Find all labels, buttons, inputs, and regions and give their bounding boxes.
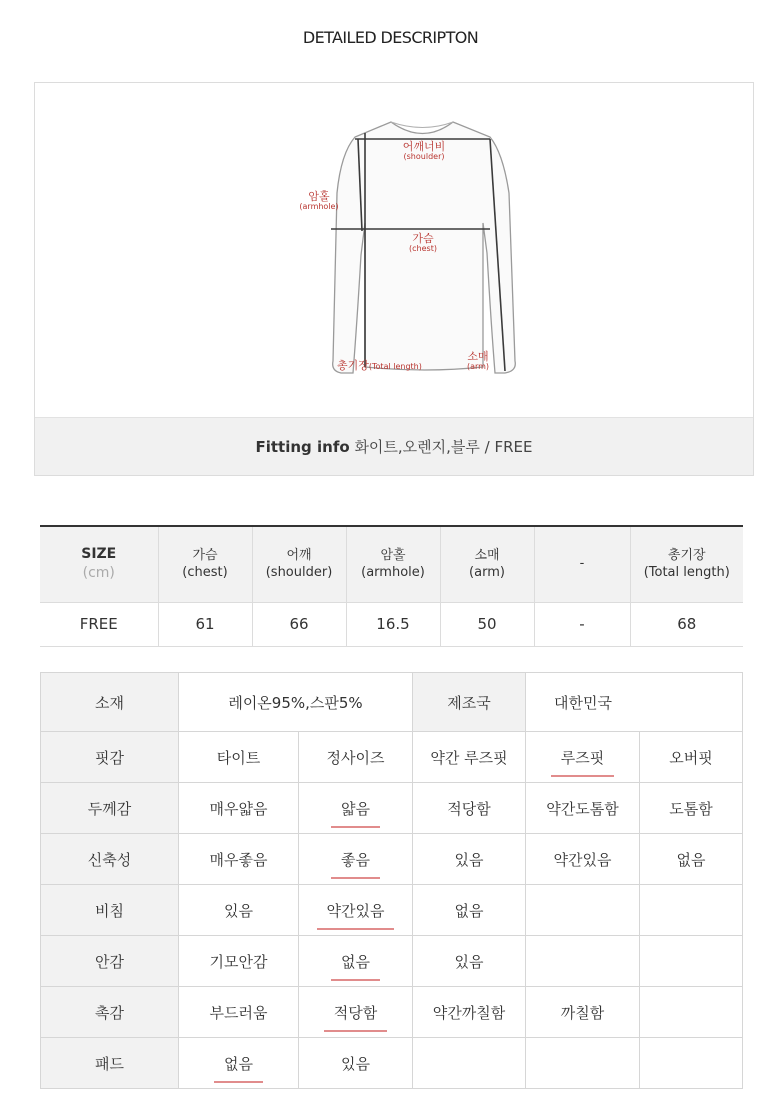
attribute-option-cell — [526, 936, 640, 987]
size-table — [40, 525, 743, 647]
attribute-option-cell — [179, 1038, 299, 1089]
attribute-option-cell — [299, 834, 413, 885]
attribute-option-cell — [640, 987, 743, 1038]
table-row — [41, 885, 743, 936]
attribute-label: 패드 — [41, 1038, 179, 1089]
origin-value: 대한민국 — [526, 673, 743, 732]
table-row — [41, 936, 743, 987]
attribute-option-selected: 얇음 — [333, 798, 378, 819]
arm-label-en: (arm) — [466, 361, 490, 371]
column-header-ko: 어깨 — [286, 547, 312, 563]
chest-value: 61 — [158, 602, 252, 646]
attribute-option-cell — [299, 936, 413, 987]
attribute-option-cell — [413, 834, 526, 885]
total-length-value: 68 — [630, 602, 743, 646]
garment-figure-panel — [34, 82, 754, 476]
material-value: 레이온95%,스판5% — [179, 673, 413, 732]
attribute-option-cell — [179, 885, 299, 936]
column-header-shoulder — [252, 526, 346, 602]
column-header-en: (armhole) — [361, 565, 425, 581]
size-value: FREE — [40, 602, 158, 646]
attribute-option: 있음 — [454, 850, 484, 869]
attribute-option-cell — [640, 885, 743, 936]
attribute-table — [40, 672, 743, 1089]
attribute-option: 매우좋음 — [209, 850, 268, 869]
attribute-option-cell — [640, 732, 743, 783]
column-header-en: (shoulder) — [265, 565, 333, 581]
armhole-label — [295, 191, 343, 211]
attribute-option-cell — [179, 936, 299, 987]
shoulder-label — [399, 141, 449, 161]
attribute-option: 약간 루즈핏 — [430, 748, 508, 767]
attribute-option: 없음 — [676, 850, 706, 869]
column-header-ko: 암홀 — [380, 547, 406, 563]
length-label-en: (Total length) — [368, 362, 422, 371]
arm-value: 50 — [440, 602, 534, 646]
column-header-ko: - — [579, 556, 585, 572]
arm-label-ko: 소매 — [467, 350, 489, 363]
attribute-option-cell — [299, 987, 413, 1038]
attribute-option-selected: 없음 — [333, 951, 378, 972]
attribute-option: 부드러움 — [209, 1003, 268, 1022]
attribute-option-cell — [640, 834, 743, 885]
length-label-ko: 총기장 — [337, 359, 369, 372]
attribute-option-cell — [640, 936, 743, 987]
attribute-option-cell — [179, 987, 299, 1038]
column-header-en: (arm) — [469, 565, 505, 581]
attribute-option-cell — [413, 783, 526, 834]
attribute-option: 있음 — [341, 1054, 370, 1073]
attribute-option-cell — [299, 885, 413, 936]
attribute-option: 정사이즈 — [326, 748, 385, 767]
fitting-info-bar — [35, 417, 753, 475]
size-unit: (cm) — [82, 565, 115, 582]
material-label: 소재 — [41, 673, 179, 732]
armhole-label-en: (armhole) — [299, 201, 339, 211]
column-header-total-length — [630, 526, 743, 602]
column-header-blank — [534, 526, 630, 602]
attribute-option: 약간까칠함 — [432, 1003, 506, 1022]
size-header-cell — [40, 526, 158, 602]
attribute-option-cell — [640, 783, 743, 834]
attribute-label: 두께감 — [41, 783, 179, 834]
attribute-label: 촉감 — [41, 987, 179, 1038]
attribute-option-cell — [526, 732, 640, 783]
column-header-en: (chest) — [182, 565, 228, 581]
attribute-option: 없음 — [454, 901, 484, 920]
shoulder-value: 66 — [252, 602, 346, 646]
column-header-ko: 총기장 — [667, 547, 706, 563]
attribute-label: 비침 — [41, 885, 179, 936]
table-row — [41, 732, 743, 783]
attribute-option-cell — [299, 1038, 413, 1089]
attribute-label: 신축성 — [41, 834, 179, 885]
chest-label-en: (chest) — [409, 243, 437, 253]
attribute-option-selected: 좋음 — [333, 849, 378, 870]
blank-value: - — [534, 602, 630, 646]
attribute-option-cell — [299, 783, 413, 834]
attribute-option-cell — [640, 1038, 743, 1089]
column-header-armhole — [346, 526, 440, 602]
shoulder-label-ko: 어깨너비 — [402, 140, 446, 153]
size-table-header-row — [40, 526, 743, 602]
fitting-info-label: Fitting info — [255, 438, 350, 456]
attribute-option-cell — [413, 732, 526, 783]
attribute-option-selected: 없음 — [216, 1053, 261, 1074]
attribute-option-cell — [526, 885, 640, 936]
attribute-option-selected: 루즈핏 — [553, 747, 612, 768]
attribute-option: 타이트 — [216, 748, 261, 767]
page-title: DETAILED DESCRIPTON — [302, 28, 479, 47]
shoulder-label-en: (shoulder) — [403, 151, 445, 161]
attribute-option: 까칠함 — [560, 1003, 605, 1022]
attribute-option: 약간도톰함 — [546, 799, 619, 818]
table-row — [40, 602, 743, 646]
attribute-option-cell — [413, 885, 526, 936]
attribute-option-cell — [413, 1038, 526, 1089]
attribute-option-cell — [526, 834, 640, 885]
column-header-ko: 소매 — [474, 547, 500, 563]
attribute-option-cell — [526, 783, 640, 834]
attribute-option-cell — [413, 936, 526, 987]
table-row — [41, 987, 743, 1038]
fitting-info-value: 화이트,오렌지,블루 / FREE — [354, 438, 533, 456]
length-label — [337, 357, 422, 373]
attribute-option-cell — [179, 732, 299, 783]
attribute-option: 있음 — [224, 901, 253, 920]
armhole-label-ko: 암홀 — [308, 190, 330, 203]
attribute-option: 매우얇음 — [209, 799, 268, 818]
column-header-chest — [158, 526, 252, 602]
garment-neckline — [391, 122, 453, 128]
attribute-option: 있음 — [454, 952, 484, 971]
attribute-option-cell — [179, 783, 299, 834]
attribute-option-selected: 약간있음 — [319, 900, 393, 921]
attribute-option: 오버핏 — [669, 748, 713, 767]
garment-diagram — [35, 83, 753, 417]
attribute-option: 도톰함 — [669, 799, 713, 818]
attribute-option-cell — [299, 732, 413, 783]
arm-label — [463, 351, 493, 371]
attribute-label: 핏감 — [41, 732, 179, 783]
material-row — [41, 673, 743, 732]
table-row — [41, 783, 743, 834]
table-row — [41, 834, 743, 885]
column-header-ko: 가슴 — [192, 547, 218, 563]
attribute-option: 약간있음 — [553, 850, 612, 869]
chest-label — [403, 233, 443, 253]
armhole-value: 16.5 — [346, 602, 440, 646]
column-header-arm — [440, 526, 534, 602]
attribute-option-cell — [179, 834, 299, 885]
column-header-en: (Total length) — [643, 565, 730, 581]
attribute-option-cell — [526, 987, 640, 1038]
attribute-label: 안감 — [41, 936, 179, 987]
size-header: SIZE — [81, 546, 117, 563]
table-row — [41, 1038, 743, 1089]
chest-label-ko: 가슴 — [412, 232, 434, 245]
attribute-option-selected: 적당함 — [326, 1002, 385, 1023]
attribute-option-cell — [413, 987, 526, 1038]
attribute-option: 기모안감 — [209, 952, 268, 971]
attribute-option: 적당함 — [447, 799, 491, 818]
origin-label: 제조국 — [413, 673, 526, 732]
attribute-option-cell — [526, 1038, 640, 1089]
